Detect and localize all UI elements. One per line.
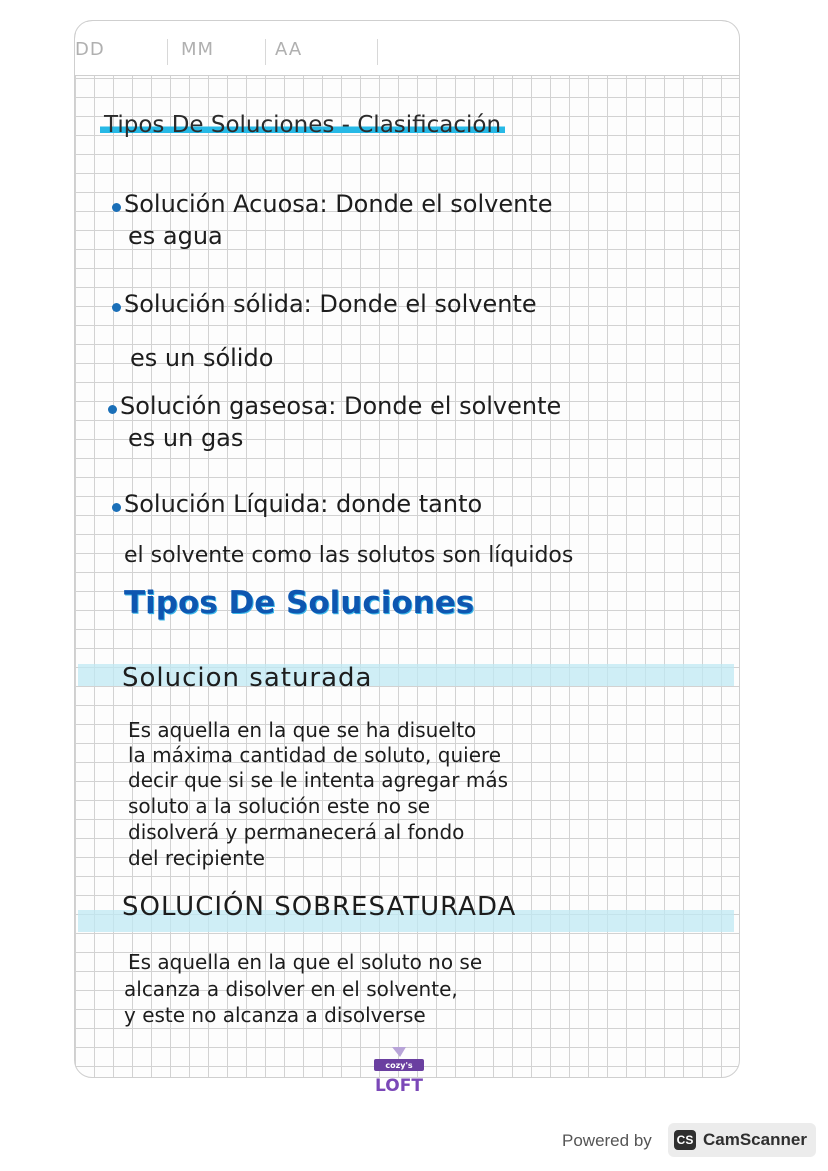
stamp-top-text: cozy's [385,1061,413,1070]
sobresaturada-line-3: y este no alcanza a disolverse [124,1003,426,1027]
date-year-field: AA [275,39,303,60]
cozys-loft-logo-icon [370,1045,428,1097]
list-item-solida-line2: es un sólido [130,344,274,372]
heading-saturada: Solucion saturada [122,663,373,693]
saturada-line-3: decir que si se le intenta agregar más [128,768,509,792]
date-day-field: DD [75,39,105,60]
date-bar [75,21,739,76]
date-separator [377,39,378,65]
page-title-text: Tipos De Soluciones - Clasificación [100,112,505,138]
saturada-line-4: soluto a la solución este no se [128,794,431,818]
list-item-liquida-line2: el solvente como las solutos son líquidos [124,543,574,568]
camscanner-brand-text: CamScanner [703,1130,807,1149]
list-item-acuosa-line2: es agua [128,222,223,250]
camscanner-badge [668,1123,816,1157]
saturada-line-6: del recipiente [128,846,265,870]
saturada-line-5: disolverá y permanecerá al fondo [128,820,465,844]
sobresaturada-line-1: Es aquella en la que el soluto no se [128,950,483,974]
date-month-field: MM [181,39,215,60]
bullet-icon [112,203,121,212]
date-separator [265,39,266,65]
powered-by-text: Powered by [562,1131,652,1150]
section-title-types: Tipos De Soluciones [124,585,475,621]
list-item-solida-line1: Solución sólida: Donde el solvente [124,290,537,318]
list-item-liquida-line1: Solución Líquida: donde tanto [124,490,483,518]
list-item-gaseosa-line2: es un gas [128,424,244,452]
sobresaturada-line-2: alcanza a disolver en el solvente, [124,977,458,1001]
date-separator [167,39,168,65]
list-item-acuosa-line1: Solución Acuosa: Donde el solvente [124,190,553,218]
saturada-line-1: Es aquella en la que se ha disuelto [128,718,477,742]
bullet-icon [108,405,117,414]
saturada-line-2: la máxima cantidad de soluto, quiere [128,743,502,767]
heading-sobresaturada: SOLUCIÓN SOBRESATURADA [122,892,517,922]
stamp-bottom-text: LOFT [375,1076,423,1096]
page-title-classification [100,112,505,138]
camscanner-logo-icon: CS [674,1130,696,1150]
bullet-icon [112,503,121,512]
list-item-gaseosa-line1: Solución gaseosa: Donde el solvente [120,392,562,420]
bullet-icon [112,303,121,312]
